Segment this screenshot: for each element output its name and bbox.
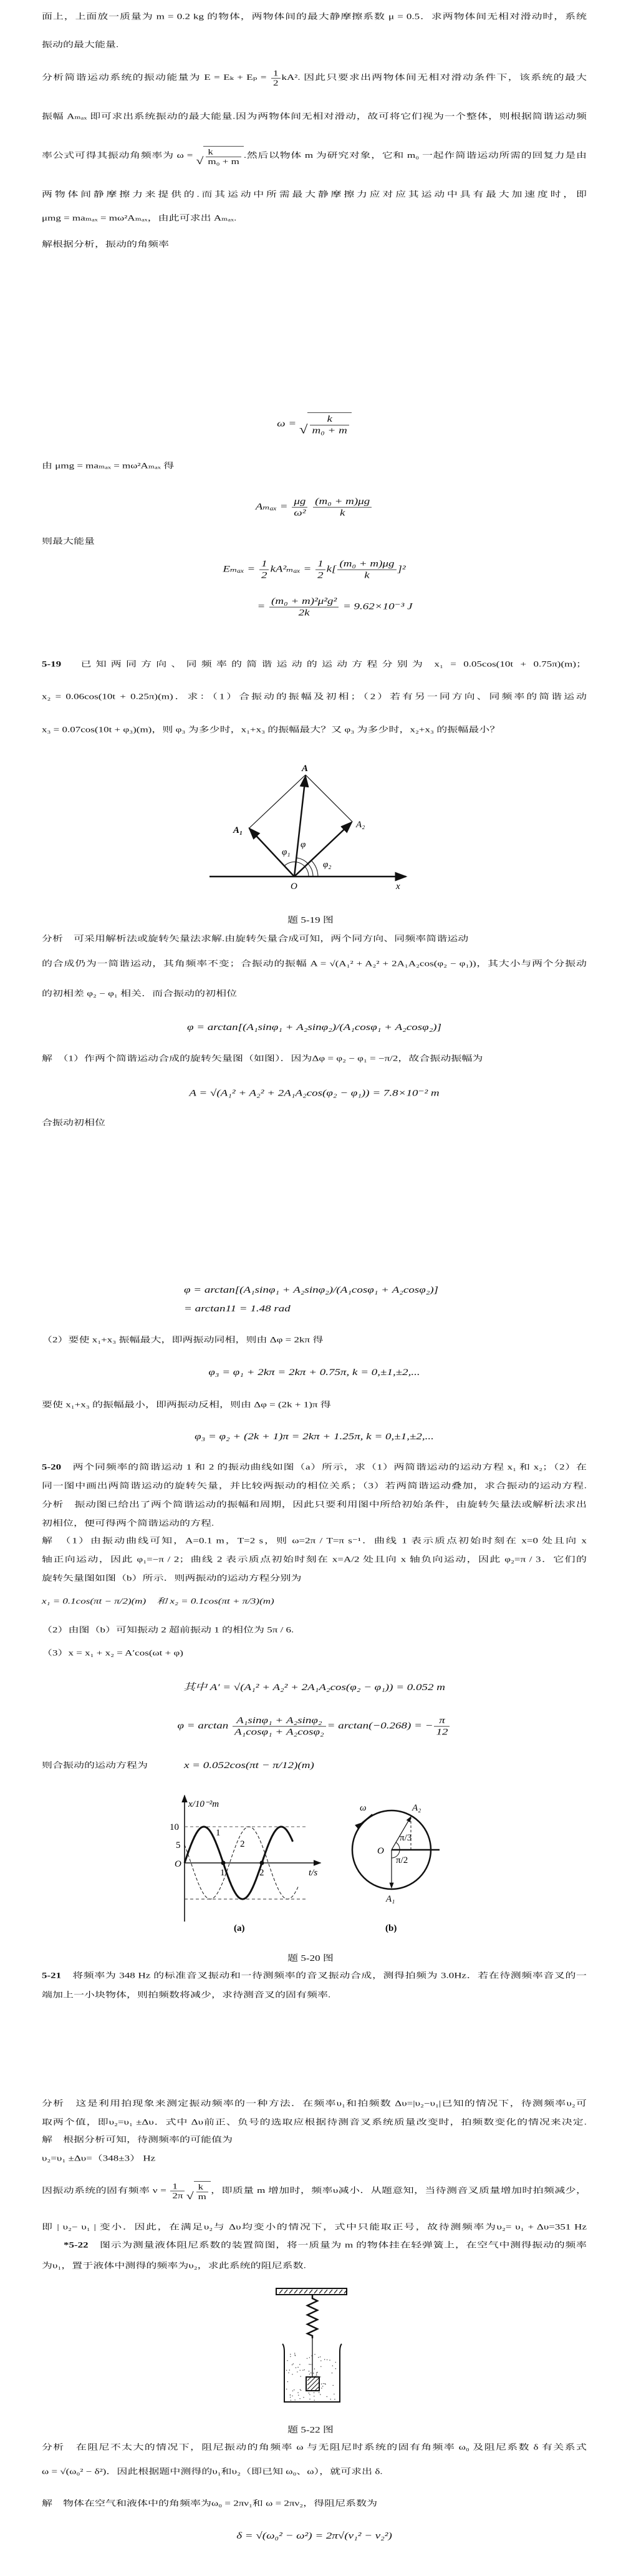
eq-lhs: φ = arctan [177,1720,229,1731]
text-line: 因振动系统的固有频率 ν = $\frac{1}{2\pi}$ √ $\frac{k}{m}$ ，即质量 m 增加时，频率υ减小．从题意知，当待测音叉质量增加时拍频减少， [42,2182,587,2202]
equation: δ = √(ω₀² − ω²) = 2π√(ν₁² − ν₂²) [236,2530,392,2541]
equation: = arctan11 = 1.48 rad [184,1303,291,1314]
text-line: 则合振动的运动方程为 [42,1761,148,1770]
liquid-particle [304,2369,305,2370]
text-line: 分析 可采用解析法或旋转矢量法求解.由旋转矢量合成可知，两个同方向、同频率简谐运动 [42,934,469,943]
equation-omega: ω = √ $\frac{k}{\text{m₀ + m}}$ [42,412,587,436]
curve-2-label: 2 [240,1839,245,1849]
numerator: (m₀ + m)μg [313,496,372,507]
text: 将频率为 348 Hz 的标准音叉振动和一待测频率的音叉振动合成，测得拍频为 3.0Hz．若在待测频率音叉的一 [72,1971,587,1980]
figure-caption: 题 5-22 图 [287,2425,334,2435]
eq-result: = 9.62×10⁻³ J [342,601,413,612]
equation: φ₃ = φ₁ + 2kπ = 2kπ + 0.75π, k = 0,±1,±2,... [208,1367,420,1378]
text-line: 面上，上面放一质量为 m = 0.2 kg 的物体，两物体间的最大静摩擦系数 μ = 0.5．求两物体间无相对滑动时，系统 [42,12,587,21]
text-line: 解 （1）由振动曲线可知，A=0.1 m，T=2 s，则 ω=2π / T=π s⁻¹．曲线 1 表示质点初始时刻在 x=0 处且向 x [42,1536,587,1545]
text-line: μmg = maₘₐₓ = mω²Aₘₐₓ，由此可求出 Aₘₐₓ. [42,213,237,223]
liquid-particle [303,2397,304,2398]
sqrt: √ $\frac{k}{\text{m₀ + m}}$ [196,146,244,166]
liquid-particle [320,2366,321,2367]
figure-caption: 题 5-20 图 [287,1953,334,1963]
equation-emax [42,558,587,581]
liquid-particle [287,2381,288,2382]
point-t2 [260,1861,264,1865]
equation: 其中 A′ = √(A₁² + A₂² + 2A₁A₂cos(φ₂ − φ₁)) = 0.052 m [183,1682,446,1693]
liquid-particle [290,2354,291,2355]
label-pi-over-2: π/2 [396,1855,408,1865]
y-axis-label: x/10⁻²m [188,1799,219,1809]
liquid-particle [290,2397,291,2398]
label-x: x [396,882,400,892]
numerator: k [310,414,349,425]
numerator: 1 [315,558,325,570]
label-origin: O [377,1846,384,1856]
equation-amax [42,496,587,518]
text-line [42,146,587,166]
vector-A [294,776,306,877]
text-line: 为υ₁，置于液体中测得的频率为υ₂，求此系统的阻尼系数. [42,2261,306,2270]
problem-number: 5-19 [42,659,62,669]
problem-5-20-statement [42,1463,587,1472]
equation: φ₃ = φ₂ + (2k + 1)π = 2kπ + 1.25π, k = 0,±1,±2,... [195,1431,434,1442]
denominator: 12 [436,1726,448,1738]
text-line: 分析 这是利用拍现象来测定振动频率的一种方法．在频率υ₁和拍频数 Δυ=|υ₂−υ₁|已知的情况下，待测频率υ₂可 [42,2099,587,2108]
subfigure-label-a: (a) [234,1923,245,1933]
label-phi1: φ₁ [282,847,291,857]
problem-5-21-statement [42,1971,587,1981]
eq-part: = [257,601,266,612]
eq-part: kA²ₘₐₓ = [270,563,312,575]
eq-lhs: ω = [277,418,297,429]
rotation-arrow-icon [362,1814,372,1823]
problem-number: *5-22 [64,2240,89,2250]
liquid-particle [311,2355,312,2356]
eq-part: = arctan(−0.268) = − [327,1720,433,1731]
text: .然后以物体 m 为研究对象，它和 m₀ 一起作简谐运动所需的回复力是由 [243,150,587,160]
label-A: A [302,764,309,774]
angle-arc-pi3 [396,1842,400,1850]
text-line: 分析 在阻尼不太大的情况下，阻尼振动的角频率 ω 与无阻尼时系统的固有角频率 ω₀ 及阻尼系数 δ 有关系式 [42,2442,587,2452]
text: 率公式可得其振动角频率为 ω = [42,150,193,160]
y-tick-5: 5 [176,1840,181,1850]
liquid-particle [294,2399,295,2400]
text-line: 同一图中画出两简谐运动的旋转矢量，并比较两振动的相位关系；（3）若两简谐运动叠加，求合振动的运动方程. [42,1481,587,1490]
numerator: k [206,147,241,157]
liquid-particle [314,2354,315,2355]
label-A2: A₂ [412,1803,421,1813]
numerator: (m₀ + m)μg [337,558,396,570]
liquid-particle [300,2370,301,2371]
denominator: A₁cosφ₁ + A₂cosφ₂ [234,1726,324,1738]
liquid-particle [335,2368,336,2369]
numerator: k [196,2182,208,2192]
denominator: m₀ + m [208,157,239,166]
numerator: 1 [271,69,281,78]
liquid-particle [297,2392,298,2393]
t-axis-label: t/s [309,1868,318,1878]
text: ，即质量 m 增加时，频率υ减小．从题意知，当待测音叉质量增加时拍频减少， [210,2185,587,2195]
text-line: 两物体间静摩擦力来提供的.而其运动中所需最大静摩擦力应对应其运动中具有最大加速度时，即 [42,190,587,199]
equation: φ = arctan[(A₁sinφ₁ + A₂sinφ₂)/(A₁cosφ₁ + A₂cosφ₂)] [186,1022,442,1033]
eq-lhs: Eₘₐₓ = [223,563,256,575]
numerator: 1 [259,558,269,570]
denominator: 2 [273,78,279,87]
problem-number: 5-20 [42,1462,62,1472]
label-A2: A₂ [356,820,365,830]
liquid-particle [298,2395,299,2396]
text-line: 取两个值，即υ₂=υ₁ ±Δυ．式中 Δυ前正、负号的选取应根据待测音叉系统质量改变时，拍频数变化的情况来决定. [42,2117,587,2127]
denominator: k [364,570,370,581]
text: 两个同频率的简谐运动 1 和 2 的振动曲线如图（a）所示，求（1）两简谐运动的运动方程 x₁ 和 x₂；（2）在 [72,1462,587,1472]
equation-emax-result [62,596,607,618]
liquid-particle [333,2385,334,2386]
label-pi-over-3: π/3 [400,1833,412,1843]
label-phi: φ [301,840,306,850]
text-line: 即 | υ₂− υ₁ | 变小．因此，在满足υ₂与 Δυ均变小的情况下，式中只能取正号，故待测频率为υ₂= υ₁ + Δυ=351 Hz [42,2222,587,2232]
denominator: ω² [294,507,306,518]
liquid-particle [293,2363,294,2364]
figure-5-22-damping-apparatus [268,2283,355,2408]
liquid-particle [324,2359,325,2360]
denominator: 2k [298,607,310,618]
liquid-particle [289,2369,290,2370]
text-line: 振幅 Aₘₐₓ 即可求出系统振动的最大能量.因为两物体间无相对滑动，故可将它们视为一个整体，则根据简谐运动频 [42,112,587,121]
liquid-particle [318,2357,319,2358]
liquid-particle [297,2367,298,2368]
eq-lhs: Aₘₐₓ = [255,501,288,512]
text-line: 要使 x₁+x₃ 的振幅最小，即两振动反相，则由 Δφ = (2k + 1)π 得 [42,1400,331,1409]
label-omega: ω [360,1803,367,1813]
text-line: x₂ = 0.06cos(10t + 0.25π)(m)．求：（1）合振动的振幅及初相；（2）若有另一同方向、同频率的简谐运动 [42,692,587,701]
text-line: 的合成仍为一简谐运动，其角频率不变；合振动的振幅 A = √(A₁² + A₂² + 2A₁A₂cos(φ₂ − φ₁))，其大小与两个分振动 [42,959,587,968]
liquid-particle [324,2383,325,2384]
liquid-particle [332,2365,333,2366]
text-line: ω = √(ω₀² − δ²)．因此根据题中测得的υ₁和υ₂（即已知 ω₀、ω），就可求出 δ. [42,2467,383,2476]
denominator: 2 [317,570,324,581]
text-line: 端加上一小块物体，则拍频数将减少，求待测音叉的固有频率. [42,1990,331,2000]
liquid-particle [300,2389,301,2390]
label-phi2: φ₂ [323,860,332,870]
text-line: （2）由图（b）可知振动 2 超前振动 1 的相位为 5π / 6. [42,1625,294,1635]
liquid-particle [309,2357,310,2358]
text-line: 旋转矢量图如图（b）所示．则两振动的运动方程分别为 [42,1573,302,1583]
problem-5-19-statement [42,660,587,669]
equation-phi [42,1715,587,1738]
text-line: 解 （1）作两个简谐运动合成的旋转矢量图（如图）．因为Δφ = φ₂ − φ₁ = −π/2，故合振动振幅为 [42,1054,483,1063]
point-t1 [221,1861,226,1865]
text-line: 分析 振动图已给出了两个简谐运动的振幅和周期，因此只要利用图中所给初始条件，由旋转矢量法或解析法求出 [42,1500,587,1509]
curve-1-label: 1 [216,1828,221,1838]
spring [307,2295,317,2338]
denominator: k [339,507,345,518]
origin-label: O [175,1859,181,1869]
text: 因振动系统的固有频率 ν = [42,2185,166,2195]
label-A1: A₁ [233,825,243,835]
liquid-particle [316,2375,317,2376]
liquid-particle [290,2356,291,2357]
parallelogram-edge [249,775,306,829]
text: 分析简谐运动系统的振动能量为 E = Eₖ + Eₚ = [42,72,267,82]
x-tick-1: 1 [220,1868,225,1878]
liquid-particle [314,2368,315,2369]
text-line: υ₂=υ₁ ±Δυ=（348±3） Hz [42,2154,156,2163]
text: 图示为测量液体阻尼系数的装置简图，将一质量为 m 的物体挂在轻弹簧上，在空气中测得振动的频率 [99,2240,587,2250]
eq-part: k[ [326,563,337,575]
liquid-particle [320,2360,321,2361]
denominator: m₀ + m [312,425,347,436]
liquid-particle [335,2362,336,2363]
denominator: 2 [261,570,267,581]
text-line: 振动的最大能量. [42,40,119,49]
equation: x = 0.052cos(πt − π/12)(m) [184,1760,314,1771]
numerator: 1 [170,2182,185,2191]
liquid-particle [290,2394,291,2395]
text-line: 解根据分析，振动的角频率 [42,240,169,249]
figure-5-19-phasor-diagram [206,761,418,892]
liquid-particle [286,2370,287,2371]
text-line: 解 根据分析可知，待测频率的可能值为 [42,2135,233,2144]
equation: φ = arctan[(A₁sinφ₁ + A₂sinφ₂)/(A₁cosφ₁ + A₂cosφ₂)] [184,1285,439,1295]
text-line: 由 μmg = maₘₐₓ = mω²Aₘₐₓ 得 [42,461,175,470]
liquid-particle [302,2370,303,2371]
parallelogram-edge [306,775,352,822]
text-line: 合振动初相位 [42,1118,105,1127]
problem-number: 5-21 [42,1971,62,1980]
text-line: 轴正向运动，因此 φ₁=−π / 2；曲线 2 表示质点初始时刻在 x=A/2 处且向 x 轴负向运动，因此 φ₂=π / 3．它们的 [42,1555,587,1564]
text-line [42,69,587,87]
figure-5-20b-rotating-vectors [346,1797,440,1940]
label-A1: A₁ [386,1894,395,1904]
liquid-particle [323,2383,324,2384]
label-origin: O [291,882,297,892]
text: kA². 因此只要求出两物体间无相对滑动条件下，该系统的最大 [281,72,587,82]
numerator: (m₀ + m)²μ²g² [269,596,339,607]
figure-5-20a-vibration-curves [150,1791,337,1937]
problem-5-22-statement [64,2241,587,2250]
denominator: 2π [172,2191,183,2200]
text-line: 解 物体在空气和液体中的角频率为ω₀ = 2πν₁和 ω = 2πν₂，得阻尼系数为 [42,2499,378,2508]
numerator: A₁sinφ₁ + A₂sinφ₂ [233,1715,326,1726]
text-line: 初相位，便可得两个简谐运动的方程. [42,1519,214,1528]
x-tick-2: 2 [259,1868,264,1878]
liquid-particle [299,2398,300,2399]
text-line: 的初相差 φ₂ − φ₁ 相关．而合振动的初相位 [42,989,238,998]
fraction [271,69,281,87]
text: 已知两同方向、同频率的简谐运动的运动方程分别为 x₁ = 0.05cos(10t + 0.75π)(m)； [80,659,587,669]
denominator: m [198,2192,206,2201]
y-tick-10: 10 [170,1822,179,1832]
subfigure-label-b: (b) [385,1923,397,1933]
equation: A = √(A₁² + A₂² + 2A₁A₂cos(φ₂ − φ₁)) = 7.8×10⁻² m [189,1087,440,1099]
text-line: （2）要使 x₁+x₃ 振幅最大，即两振动同相，则由 Δφ = 2kπ 得 [42,1335,324,1344]
liquid-particle [309,2394,310,2395]
numerator: μg [292,496,307,507]
eq-part: ]² [397,563,406,575]
liquid-particle [299,2364,300,2365]
text-line: x₃ = 0.07cos(10t + φ₃)(m)，则 φ₃ 为多少时，x₁+x₃ 的振幅最大？又 φ₃ 为多少时，x₂+x₃ 的振幅最小？ [42,725,501,734]
text-line: （3）x = x₁ + x₂ = A′cos(ωt + φ) [42,1648,183,1658]
figure-caption: 题 5-19 图 [287,915,334,925]
liquid-particle [314,2400,315,2401]
numerator: π [434,1715,450,1726]
text-line: x₁ = 0.1cos(πt − π/2)(m) 和 x₂ = 0.1cos(πt + π/3)(m) [42,1597,274,1606]
text-line: 则最大能量 [42,537,95,546]
